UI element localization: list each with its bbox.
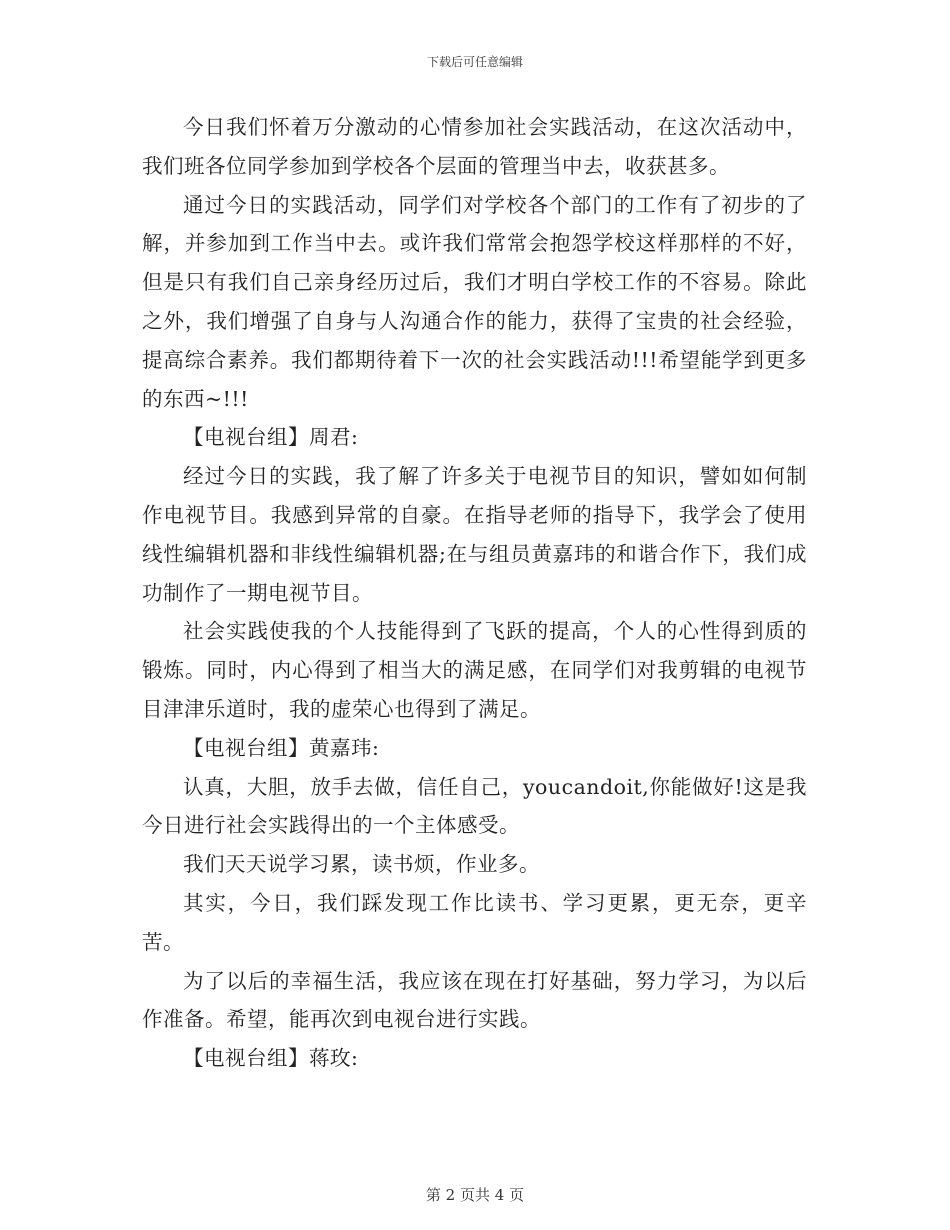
paragraph-huangjiawei-4: 为了以后的幸福生活，我应该在现在打好基础，努力学习，为以后作准备。希望，能再次到电视台进行实践。 — [142, 968, 807, 1032]
section-heading-huangjiawei: 【电视台组】黄嘉玮: — [183, 735, 380, 760]
paragraph-zhoujun-1: 经过今日的实践，我了解了许多关于电视节目的知识，譬如如何制作电视节目。我感到异常的自豪。在指导老师的指导下，我学会了使用线性编辑机器和非线性编辑机器;在与组员黄嘉玮的和谐合作下，我们成功制作了一期电视节目。 — [142, 464, 807, 605]
page-footer: 第 2 页共 4 页 — [425, 1186, 525, 1204]
section-heading-zhoujun: 【电视台组】周君: — [183, 425, 359, 450]
paragraph-zhoujun-2: 社会实践使我的个人技能得到了飞跃的提高，个人的心性得到质的锻炼。同时，内心得到了相当大的满足感，在同学们对我剪辑的电视节目津津乐道时，我的虚荣心也得到了满足。 — [142, 619, 807, 721]
paragraph-huangjiawei-3: 其实，今日，我们踩发现工作比读书、学习更累，更无奈，更辛苦。 — [142, 890, 807, 954]
document-body — [142, 108, 807, 1078]
paragraph-intro: 今日我们怀着万分激动的心情参加社会实践活动，在这次活动中，我们班各位同学参加到学校各个层面的管理当中去，收获甚多。 — [142, 115, 807, 178]
paragraph-huangjiawei-2: 我们天天说学习累，读书烦，作业多。 — [183, 852, 540, 877]
paragraph-practice-summary: 通过今日的实践活动，同学们对学校各个部门的工作有了初步的了解，并参加到工作当中去。或许我们常常会抱怨学校这样那样的不好，但是只有我们自己亲身经历过后，我们才明白学校工作的不容易。除此之外，我们增强了自身与人沟通合作的能力，获得了宝贵的社会经验，提高综合素养。我们都期待着下一次的社会实践活动!!!希望能学到更多的东西~!!! — [142, 192, 807, 411]
section-heading-jiangmei: 【电视台组】蒋玫: — [183, 1046, 359, 1071]
page-header: 下载后可任意编辑 — [426, 55, 523, 69]
paragraph-huangjiawei-1: 认真，大胆，放手去做，信任自己，youcandoit,你能做好!这是我今日进行社会实践得出的一个主体感受。 — [142, 774, 807, 838]
